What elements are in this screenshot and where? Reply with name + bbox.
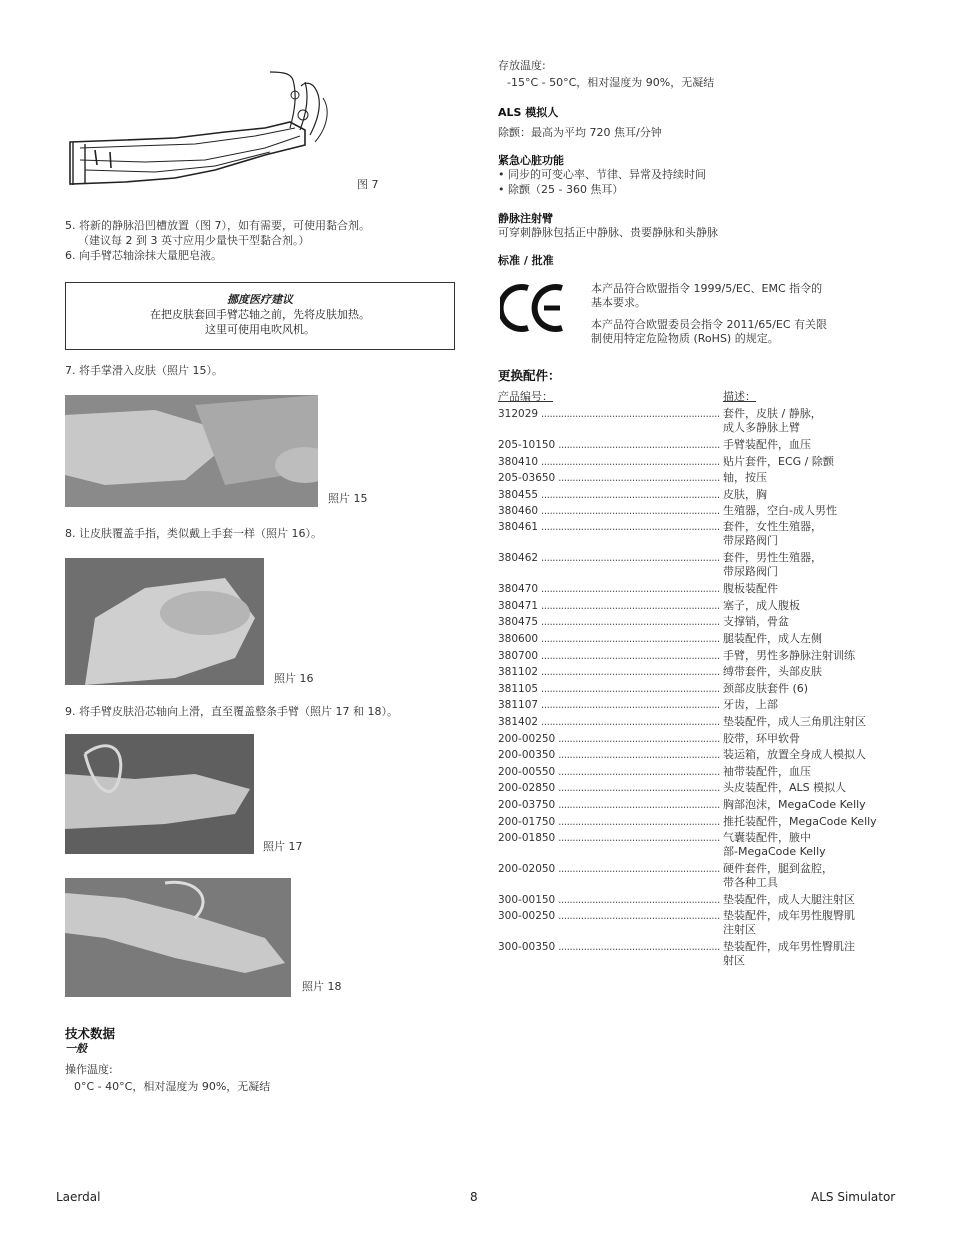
part-description-line-2: 注射区: [723, 923, 756, 936]
operating-temp-value: 0°C - 40°C，相对湿度为 90%，无凝结: [74, 1080, 271, 1093]
step-5-line-1: 5. 将新的静脉沿凹槽放置（图 7），如有需要，可使用黏合剂。: [65, 219, 370, 232]
medical-advice-note: [65, 282, 455, 350]
part-description-line-1: 套件，男性生殖器，: [723, 551, 822, 564]
part-description: [723, 649, 893, 663]
part-description-line-2: 带各种工具: [723, 876, 778, 889]
part-number: 380410 .....: [498, 455, 720, 469]
part-number: 380455 .....: [498, 488, 720, 502]
part-description: [723, 504, 893, 518]
photo-17-caption: 照片 17: [263, 840, 303, 853]
part-description-line-1: 手臂，男性多静脉注射训练: [723, 649, 855, 662]
part-description-line-1: 生殖器，空白-成人男性: [723, 504, 837, 517]
cardiac-heading: 紧急心脏功能: [498, 154, 564, 167]
part-description-line-1: 气囊装配件，腋中: [723, 831, 811, 844]
page-number: 8: [470, 1190, 478, 1204]
als-text: 除颤：最高为平均 720 焦耳/分钟: [498, 126, 662, 139]
tech-data-heading: 技术数据: [65, 1026, 116, 1041]
part-number: 381107 .....: [498, 698, 720, 712]
part-number: 381102 .....: [498, 665, 720, 679]
part-description-line-2: 带尿路阀门: [723, 565, 778, 578]
part-description-line-1: 胶带，环甲软骨: [723, 732, 800, 745]
part-description-line-1: 胸部泡沫，MegaCode Kelly: [723, 798, 866, 811]
part-description: [723, 781, 893, 795]
part-description: [723, 798, 893, 812]
part-description-line-1: 牙齿，上部: [723, 698, 778, 711]
part-number: 300-00250 .....: [498, 909, 720, 923]
part-description: [723, 665, 893, 679]
standards-heading: 标准 / 批准: [498, 254, 554, 267]
part-number: 200-03750 .....: [498, 798, 720, 812]
part-description: [723, 732, 893, 746]
part-description: [723, 748, 893, 762]
ce-text-2-line-1: 本产品符合欧盟委员会指令 2011/65/EC 有关限: [591, 318, 828, 331]
operating-temp-label: 操作温度:: [65, 1063, 113, 1076]
part-number: 300-00350 .....: [498, 940, 720, 954]
photo-17: [65, 734, 254, 854]
photo-15-caption: 照片 15: [328, 492, 368, 505]
part-description: [723, 488, 893, 502]
footer-product: ALS Simulator: [811, 1190, 896, 1204]
step-5-line-2: （建议每 2 到 3 英寸应用少量快干型黏合剂。）: [78, 234, 310, 247]
part-number: 200-02050 .....: [498, 862, 720, 876]
figure-7-caption: 图 7: [357, 178, 379, 191]
storage-temp-value: -15°C - 50°C，相对湿度为 90%，无凝结: [507, 76, 715, 89]
part-number: 380460 .....: [498, 504, 720, 518]
part-number: 200-00550 .....: [498, 765, 720, 779]
part-description: [723, 407, 893, 435]
part-number: 380462 .....: [498, 551, 720, 565]
part-description: [723, 831, 893, 859]
part-description-line-1: 垫装配件，成年男性臀肌注: [723, 940, 855, 953]
part-description: [723, 698, 893, 712]
part-number: 200-00350 .....: [498, 748, 720, 762]
footer-brand: Laerdal: [56, 1190, 101, 1204]
step-9: 9. 将手臂皮肤沿芯轴向上滑，直至覆盖整条手臂（照片 17 和 18）。: [65, 705, 398, 718]
part-description: [723, 909, 893, 937]
part-description: [723, 940, 893, 968]
ce-mark-logo: [500, 282, 568, 334]
note-line-1: 在把皮肤套回手臂芯轴之前，先将皮肤加热。: [150, 307, 370, 321]
part-number: 200-00250 .....: [498, 732, 720, 746]
note-title: 挪度医疗建议: [227, 293, 293, 306]
column-header-part-number: 产品编号：: [498, 390, 553, 403]
ce-text-1-line-1: 本产品符合欧盟指令 1999/5/EC、EMC 指令的: [591, 282, 823, 295]
part-description-line-1: 腹板装配件: [723, 582, 778, 595]
part-description-line-1: 轴，按压: [723, 471, 767, 484]
photo-16: [65, 558, 264, 685]
part-description: [723, 615, 893, 629]
photo-16-caption: 照片 16: [274, 672, 314, 685]
photo-18: [65, 878, 291, 997]
als-heading: ALS 模拟人: [498, 106, 559, 119]
part-description-line-1: 塞子，成人腹板: [723, 599, 800, 612]
part-number: 380475 .....: [498, 615, 720, 629]
note-line-2: 这里可使用电吹风机。: [205, 322, 315, 336]
cardiac-bullet-1: • 同步的可变心率、节律、异常及持续时间: [498, 168, 706, 181]
replacement-parts-heading: 更换配件：: [498, 368, 561, 383]
figure-7-arm-illustration: [65, 70, 340, 198]
part-description: [723, 815, 893, 829]
part-number: 205-10150 .....: [498, 438, 720, 452]
part-description-line-1: 垫装配件，成人大腿注射区: [723, 893, 855, 906]
part-description: [723, 715, 893, 729]
part-description-line-2: 部-MegaCode Kelly: [723, 845, 826, 858]
part-description: [723, 551, 893, 579]
part-number: 205-03650 .....: [498, 471, 720, 485]
part-description-line-1: 套件，皮肤 / 静脉，: [723, 407, 822, 420]
part-number: 380700 .....: [498, 649, 720, 663]
part-description: [723, 765, 893, 779]
part-description: [723, 599, 893, 613]
part-description-line-1: 贴片套件，ECG / 除颤: [723, 455, 834, 468]
part-number: 381105 .....: [498, 682, 720, 696]
part-description: [723, 862, 893, 890]
part-description-line-1: 推托装配件，MegaCode Kelly: [723, 815, 877, 828]
ce-text-2-line-2: 制使用特定危险物质 (RoHS) 的规定。: [591, 332, 779, 345]
part-description-line-2: 射区: [723, 954, 745, 967]
part-number: 200-02850 .....: [498, 781, 720, 795]
part-number: 312029 .....: [498, 407, 720, 421]
part-description: [723, 682, 893, 696]
step-8: 8. 让皮肤覆盖手指，类似戴上手套一样（照片 16）。: [65, 527, 322, 540]
iv-arm-text: 可穿刺静脉包括正中静脉、贵要静脉和头静脉: [498, 226, 718, 239]
part-description-line-1: 头皮装配件，ALS 模拟人: [723, 781, 847, 794]
step-7: 7. 将手掌滑入皮肤（照片 15）。: [65, 364, 223, 377]
part-description: [723, 893, 893, 907]
iv-arm-heading: 静脉注射臂: [498, 212, 553, 225]
part-number: 200-01750 .....: [498, 815, 720, 829]
part-description-line-2: 带尿路阀门: [723, 534, 778, 547]
part-description-line-1: 腿装配件，成人左侧: [723, 632, 822, 645]
part-description-line-1: 垫装配件，成年男性腹臀肌: [723, 909, 855, 922]
part-number: 381402 .....: [498, 715, 720, 729]
step-6: 6. 向手臂芯轴涂抹大量肥皂液。: [65, 249, 222, 262]
part-number: 380470 .....: [498, 582, 720, 596]
part-description-line-2: 成人多静脉上臂: [723, 421, 800, 434]
photo-15: [65, 395, 318, 507]
part-number: 300-00150 .....: [498, 893, 720, 907]
part-description-line-1: 皮肤，胸: [723, 488, 767, 501]
part-description-line-1: 装运箱，放置全身成人模拟人: [723, 748, 866, 761]
part-description: [723, 455, 893, 469]
part-description: [723, 471, 893, 485]
part-description-line-1: 袖带装配件，血压: [723, 765, 811, 778]
storage-temp-label: 存放温度:: [498, 59, 546, 72]
part-description-line-1: 颈部皮肤套件 (6): [723, 682, 809, 695]
part-description-line-1: 套件，女性生殖器，: [723, 520, 822, 533]
photo-18-caption: 照片 18: [302, 980, 342, 993]
cardiac-bullet-2: • 除颤（25 - 360 焦耳）: [498, 183, 624, 196]
part-description-line-1: 手臂装配件，血压: [723, 438, 811, 451]
part-description-line-1: 垫装配件，成人三角肌注射区: [723, 715, 866, 728]
column-header-description: 描述：: [723, 390, 756, 403]
part-description: [723, 438, 893, 452]
part-description-line-1: 支撑销，骨盆: [723, 615, 789, 628]
part-description: [723, 520, 893, 548]
part-description: [723, 582, 893, 596]
part-number: 380471 .....: [498, 599, 720, 613]
part-description-line-1: 缚带套件，头部皮肤: [723, 665, 822, 678]
general-subheading: 一般: [65, 1042, 87, 1055]
ce-text-1-line-2: 基本要求。: [591, 296, 646, 309]
part-description: [723, 632, 893, 646]
part-number: 200-01850 .....: [498, 831, 720, 845]
part-description-line-1: 硬件套件，腿到盆腔，: [723, 862, 833, 875]
part-number: 380461 .....: [498, 520, 720, 534]
part-number: 380600 .....: [498, 632, 720, 646]
